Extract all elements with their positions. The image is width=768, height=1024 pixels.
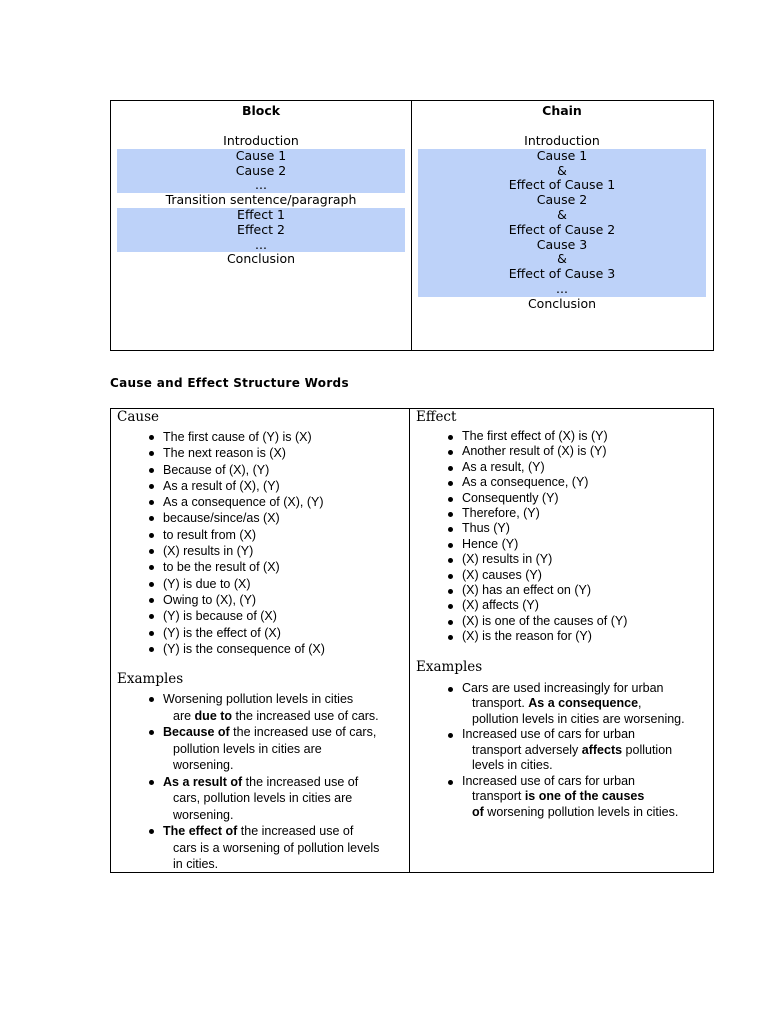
- list-item: to result from (X): [111, 527, 409, 543]
- chain-item: Effect of Cause 3: [508, 266, 616, 282]
- list-item: Another result of (X) is (Y): [410, 444, 713, 459]
- block-column: [111, 101, 412, 350]
- chain-item: Effect of Cause 2: [508, 221, 616, 237]
- block-effects: [117, 208, 405, 252]
- example-item: The effect of the increased use of cars is a worsening of pollution levels in cities.: [111, 823, 409, 873]
- chain-item: Cause 3: [536, 236, 588, 252]
- chain-conclusion: Conclusion: [527, 295, 597, 311]
- chain-introduction: Introduction: [524, 133, 600, 148]
- chain-item: Effect of Cause 1: [508, 177, 616, 193]
- block-effect-item: Effect 2: [237, 221, 285, 237]
- list-item: because/since/as (X): [111, 510, 409, 526]
- list-item: Because of (X), (Y): [111, 462, 409, 478]
- chain-item: ...: [556, 280, 568, 296]
- chain-column: [412, 101, 713, 350]
- list-item: The next reason is (X): [111, 445, 409, 461]
- block-causes: [117, 149, 405, 193]
- cause-column: [111, 409, 410, 872]
- list-item: As a consequence of (X), (Y): [111, 494, 409, 510]
- cause-examples-list: [111, 691, 409, 873]
- block-conclusion: Conclusion: [226, 251, 296, 267]
- list-item: to be the result of (X): [111, 559, 409, 575]
- example-item: Because of the increased use of cars, pollution levels in cities are worsening.: [111, 724, 409, 774]
- chain-header: Chain: [542, 103, 582, 118]
- effect-word-list: [410, 429, 713, 645]
- example-item: As a result of the increased use of cars, pollution levels in cities are worsening.: [111, 774, 409, 824]
- structure-table: [110, 100, 714, 351]
- list-item: The first cause of (Y) is (X): [111, 429, 409, 445]
- block-header: Block: [241, 103, 281, 118]
- list-item: Hence (Y): [410, 537, 713, 552]
- list-item: (X) has an effect on (Y): [410, 583, 713, 598]
- list-item: Therefore, (Y): [410, 506, 713, 521]
- effect-examples-header: Examples: [416, 658, 483, 675]
- list-item: The first effect of (X) is (Y): [410, 429, 713, 444]
- chain-items: [418, 149, 706, 297]
- chain-item: Cause 1: [536, 147, 588, 163]
- list-item: Thus (Y): [410, 521, 713, 536]
- list-item: (X) results in (Y): [111, 543, 409, 559]
- effect-header: Effect: [416, 409, 457, 425]
- effect-examples-list: [410, 681, 713, 821]
- words-table: [110, 408, 714, 873]
- list-item: As a result, (Y): [410, 460, 713, 475]
- block-effect-item: ...: [255, 236, 267, 252]
- block-transition: Transition sentence/paragraph: [165, 192, 357, 208]
- list-item: (X) is the reason for (Y): [410, 629, 713, 644]
- list-item: As a result of (X), (Y): [111, 478, 409, 494]
- block-effect-item: Effect 1: [237, 206, 285, 222]
- example-item: Increased use of cars for urban transport adversely affects pollution levels in cities.: [410, 727, 713, 774]
- chain-item: &: [557, 162, 567, 178]
- chain-item: &: [557, 206, 567, 222]
- chain-item: Cause 2: [536, 192, 588, 208]
- list-item: (Y) is the effect of (X): [111, 625, 409, 641]
- list-item: Owing to (X), (Y): [111, 592, 409, 608]
- list-item: (Y) is the consequence of (X): [111, 641, 409, 657]
- example-item: Worsening pollution levels in cities are due to the increased use of cars.: [111, 691, 409, 724]
- list-item: Consequently (Y): [410, 491, 713, 506]
- block-cause-item: Cause 2: [235, 162, 287, 178]
- example-item: Cars are used increasingly for urban transport. As a consequence, pollution levels in cities are worsening.: [410, 681, 713, 728]
- block-cause-item: Cause 1: [235, 147, 287, 163]
- example-item: Increased use of cars for urban transport is one of the causes of worsening pollution levels in cities.: [410, 774, 713, 821]
- list-item: (X) causes (Y): [410, 568, 713, 583]
- list-item: (Y) is due to (X): [111, 576, 409, 592]
- list-item: (X) results in (Y): [410, 552, 713, 567]
- chain-item: &: [557, 251, 567, 267]
- list-item: (X) affects (Y): [410, 598, 713, 613]
- block-cause-item: ...: [255, 177, 267, 193]
- block-introduction: Introduction: [223, 133, 299, 148]
- list-item: As a consequence, (Y): [410, 475, 713, 490]
- effect-column: [410, 409, 713, 872]
- cause-header: Cause: [117, 409, 159, 425]
- section-title: Cause and Effect Structure Words: [110, 376, 349, 390]
- cause-word-list: [111, 429, 409, 657]
- cause-examples-header: Examples: [117, 671, 184, 688]
- list-item: (X) is one of the causes of (Y): [410, 614, 713, 629]
- list-item: (Y) is because of (X): [111, 608, 409, 624]
